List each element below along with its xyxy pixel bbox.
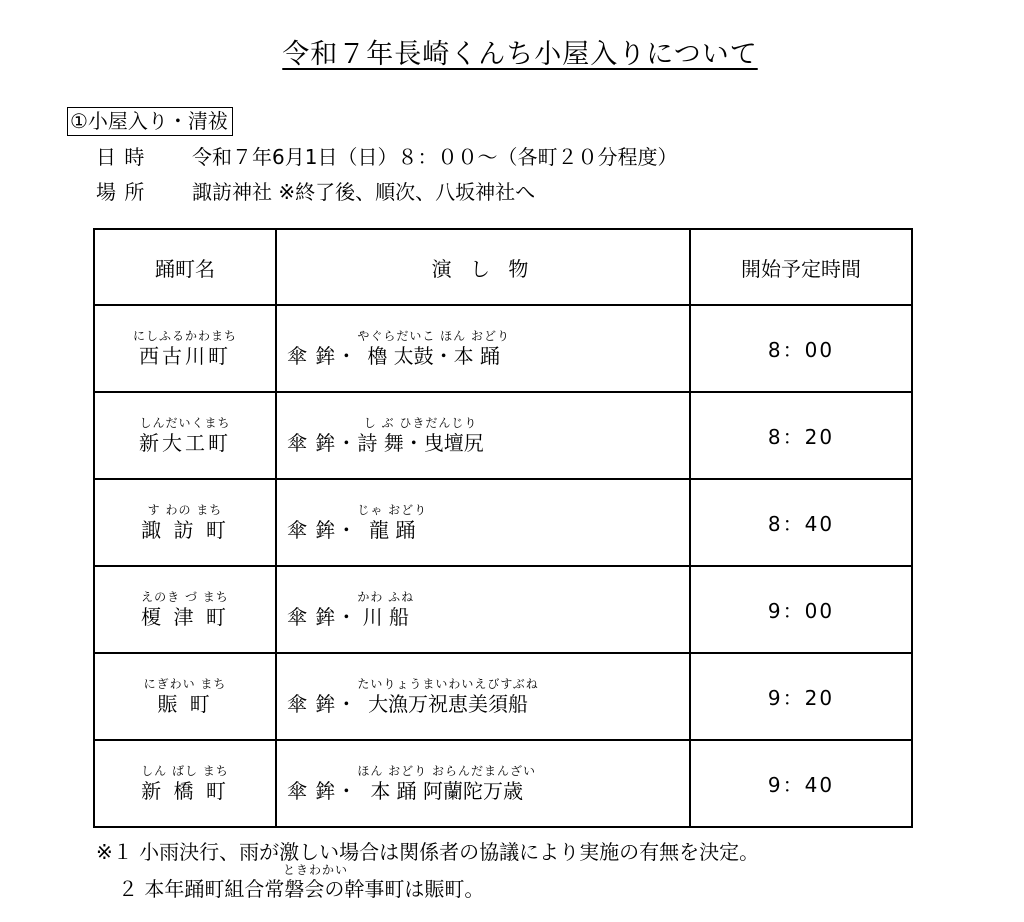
performance-prefix: 傘 鉾・	[287, 344, 358, 368]
town-cell	[94, 392, 276, 479]
section-heading: ①小屋入り・清祓	[67, 107, 233, 136]
table-header-row	[94, 229, 912, 305]
table-row	[94, 740, 912, 827]
header-start-time: 開始予定時間	[690, 229, 912, 305]
date-line	[96, 145, 677, 169]
table-row	[94, 479, 912, 566]
place-value: 諏訪神社 ※終了後、順次、八坂神社へ	[192, 180, 536, 204]
place-label: 場 所	[96, 180, 146, 204]
performance-name: 龍 踊	[369, 518, 416, 542]
town-cell	[94, 653, 276, 740]
performance-prefix: 傘 鉾・	[287, 779, 358, 803]
town-name: 新 橋 町	[141, 779, 229, 803]
town-name: 新大工町	[139, 431, 231, 455]
start-time: 8：40	[690, 479, 912, 566]
town-ruby: えのき づ まち	[141, 590, 229, 604]
performance-name: 詩 舞・曳壇尻	[357, 431, 484, 455]
town-name: 榎 津 町	[141, 605, 229, 629]
performance-cell	[276, 392, 690, 479]
table-row	[94, 653, 912, 740]
performance-name: 櫓 太鼓・本 踊	[367, 344, 501, 368]
performance-cell	[276, 653, 690, 740]
start-time: 8：20	[690, 392, 912, 479]
header-performance: 演 し 物	[276, 229, 690, 305]
town-ruby: しん ばし まち	[141, 764, 229, 778]
performance-ruby: し ぶ ひきだんじり	[363, 416, 478, 430]
town-cell	[94, 479, 276, 566]
note-2-ruby: ときわかい	[283, 863, 349, 877]
start-time: 9：00	[690, 566, 912, 653]
page-title: 令和７年長崎くんち小屋入りについて	[282, 39, 758, 70]
start-time: 9：20	[690, 653, 912, 740]
date-value: 令和７年6月1日（日）８：００～（各町２０分程度）	[192, 145, 678, 169]
table-row	[94, 566, 912, 653]
town-ruby: にぎわい まち	[143, 677, 227, 691]
table-row	[94, 392, 912, 479]
town-cell	[94, 305, 276, 392]
performance-ruby: かわ ふね	[357, 590, 415, 604]
town-name: 賑 町	[157, 692, 213, 716]
town-cell	[94, 566, 276, 653]
performance-prefix: 傘 鉾・	[287, 605, 358, 629]
performance-prefix: 傘 鉾・	[287, 431, 358, 455]
performance-prefix: 傘 鉾・	[287, 692, 358, 716]
start-time: 8：00	[690, 305, 912, 392]
performance-name: 川 船	[362, 605, 409, 629]
header-town: 踊町名	[94, 229, 276, 305]
note-1: ※１ 小雨決行、雨が激しい場合は関係者の協議により実施の有無を決定。	[96, 840, 760, 864]
performance-ruby: じゃ おどり	[357, 503, 428, 517]
performance-cell	[276, 566, 690, 653]
performance-cell	[276, 740, 690, 827]
performance-name: 本 踊 阿蘭陀万歳	[370, 779, 524, 803]
town-ruby: す わの まち	[147, 503, 223, 517]
table-row	[94, 305, 912, 392]
performance-ruby: たいりょうまいわいえびすぶね	[357, 677, 539, 691]
town-name: 諏 訪 町	[141, 518, 229, 542]
performance-cell	[276, 479, 690, 566]
performance-ruby: やぐらだいこ ほん おどり	[357, 329, 510, 343]
schedule-table	[93, 228, 913, 828]
performance-cell	[276, 305, 690, 392]
performance-ruby: ほん おどり おらんだまんざい	[357, 764, 536, 778]
performance-name: 大漁万祝恵美須船	[368, 692, 529, 716]
date-label: 日 時	[96, 145, 146, 169]
note-2: ２ 本年踊町組合常磐会の幹事町は賑町。	[118, 877, 485, 901]
performance-prefix: 傘 鉾・	[287, 518, 358, 542]
start-time: 9：40	[690, 740, 912, 827]
place-line	[96, 180, 535, 204]
town-cell	[94, 740, 276, 827]
town-name: 西古川町	[138, 344, 231, 368]
town-ruby: にしふるかわまち	[132, 329, 237, 343]
town-ruby: しんだいくまち	[139, 416, 231, 430]
